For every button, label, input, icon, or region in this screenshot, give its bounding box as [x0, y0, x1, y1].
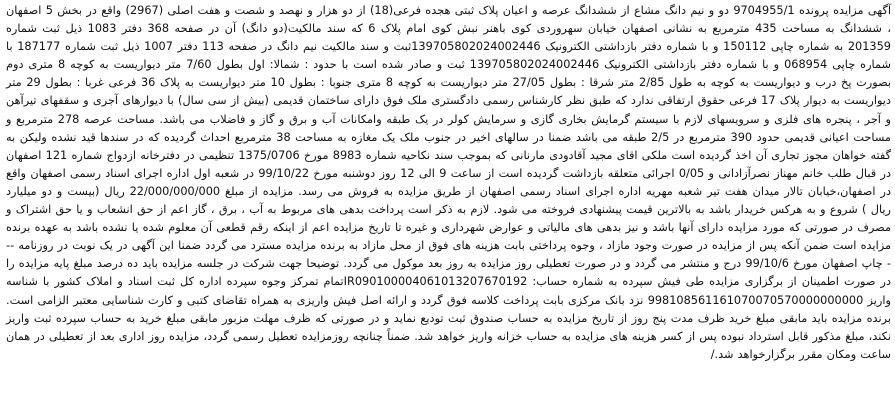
- auction-notice-text: آگهی مزایده پرونده 9704955/1 دو و نیم دانگ مشاع از ششدانگ عرصه و اعیان پلاک ثبتی هجده فرعی(18) از دو هزار و نهصد و شصت و هفت اصلی (2967) واقع در بخش 5 اصفهان ، ششدانگ به مساحت 435 مترمربع به نشانی اصفهان خیابان سهروردی کوی باهنر نبش کوی امام پلاک 6 که سند مالکیت(دو دانگ) آن در صفحه 368 دفتر 1083 ذیل ثبت شماره 201359 به شماره چاپی 150112 و با شماره دفتر بازداشتی الکترونیک 139705802024002446ثبت و سند مالکیت نیم دانگ در صفحه 113 دفتر 1007 ذیل ثبت شماره 187177 با شماره چاپی 068954 و با شماره دفتر بازداشتی الکترونیک 139705802024002446 ثبت و صادر شده است با حدود : شمالا: اول بطول 7/60 متر دیواریست به کوچه 8 متری دوم بصورت پخ درب و دیواریست به کوچه به طول 2/85 متر شرقا : بطول 27/05 متر دیواریست به کوچه 8 متری جنوبا : بطول 10 متر دیواریست به پلاک 36 فرعی غربا : بطول 29 متر دیواریست به دیوار پلاک 17 فرعی حقوق ارتفاقی ندارد که طبق نظر کارشناس رسمی دادگستری ملک فوق دارای ساختمان قدیمی (بیش از سی سال) با دیوارهای آجری و سقفهای تیرآهن و آجر ، پنجره های فلزی و سرویسهای لازم با سیستم گرمایش بخاری گازی و سرمایش کولر در یک طبقه وامکانات آب و برق و گاز و فاضلاب می باشد. مساحت عرصه 278 مترمربع و مساحت اعیانی قدیمی حدود 390 مترمربع در 2/5 طبقه می باشد ضمنا در سالهای اخیر در جنوب ملک یک مغازه به مساحت 38 مترمربع احداث گردیده که در سندها قید نشده ولیکن به گفته خواهان مجوز تجاری آن اخذ گردیده است ملکی اقای مجید آقادودی مارنانی که بموجب سند نکاحیه شماره 8983 مورخ 1375/0706 تنظیمی در دفترخانه ازدواج شماره 121 اصفهان در قبال طلب خانم مهناز نصرآزادانی و 0/05 اجرائی متعلقه بازداشت گردیده است از ساعت 9 الی 12 روز دوشنبه مورخ 99/10/22 در شعبه اول اداره اجرای اسناد رسمی اصفهان واقع در اصفهان،خیابان تالار میدان هفت تیر شعبه مهریه اداره اجرای اسناد رسمی اصفهان از طریق مزایده به فروش می رسد. مزایده از مبلغ 22/000/000/000 ریال (بیست و دو میلیارد ریال ) شروع و به هرکس خریدار باشد به بالاترین قیمت پیشنهادی فروخته می شود. لازم به ذکر است پرداخت بدهی های مربوط به آب ، برق ، گاز اعم از حق انشعاب و یا حق اشتراک و مصرف در صورتی که مورد مزایده دارای آنها باشد و نیز بدهی های مالیاتی و عوارض شهرداری و غیره تا تاریخ مزایده اعم از اینکه رقم قطعی آن معلوم شده یا نشده باشد به عهده برنده مزایده است ضمن آنکه پس از مزایده در صورت وجود مازاد ، وجوه پرداختی بابت هزینه های فوق از محل مازاد به برنده مزایده مسترد می گردد ضمنا این آگهی در یک نوبت در روزنامه --- چاپ اصفهان مورخ 99/10/6 درج و منتشر می گردد و در صورت تعطیلی روز مزایده به روز بعد موکول می گردد. توضیحا جهت شرکت در جلسه مزایده باید ده درصد مبلغ پایه مزایده را در صورت اطمینان از برگزاری مزایده طی فیش سپرده به شماره حساب: IR090100004061013207670192تمام تمرکز وجوه سپرده اداره کل ثبت اسناد و املاک کشور با شناسه واریز 998108561161070070570000000000 نزد بانک مرکزی بابت پرداخت کلاسه فوق گردد و ارائه اصل فیش واریزی به همراه تقاضای کتبی و کارت شناسایی معتبر الزامی است. برنده مزایده باید مابقی مبلغ خرید ظرف مدت پنج روز از تاریخ مزایده به حساب صندوق ثبت تودیع نماید و در صورتی که ظرف مهلت مزبور مابقی مبلغ خرید به حساب سپرده ثبت واریز نکند، مبلغ مذکور قابل استرداد نبوده پس از کسر هزینه های مزایده به حساب خزانه واریز خواهد شد. ضمناً چنانچه روزمزایده تعطیل رسمی گردد، مزایده روز اداری بعد از تعطیلی در همان ساعت ومکان مقرر برگزارخواهد شد./: [6, 4, 892, 361]
